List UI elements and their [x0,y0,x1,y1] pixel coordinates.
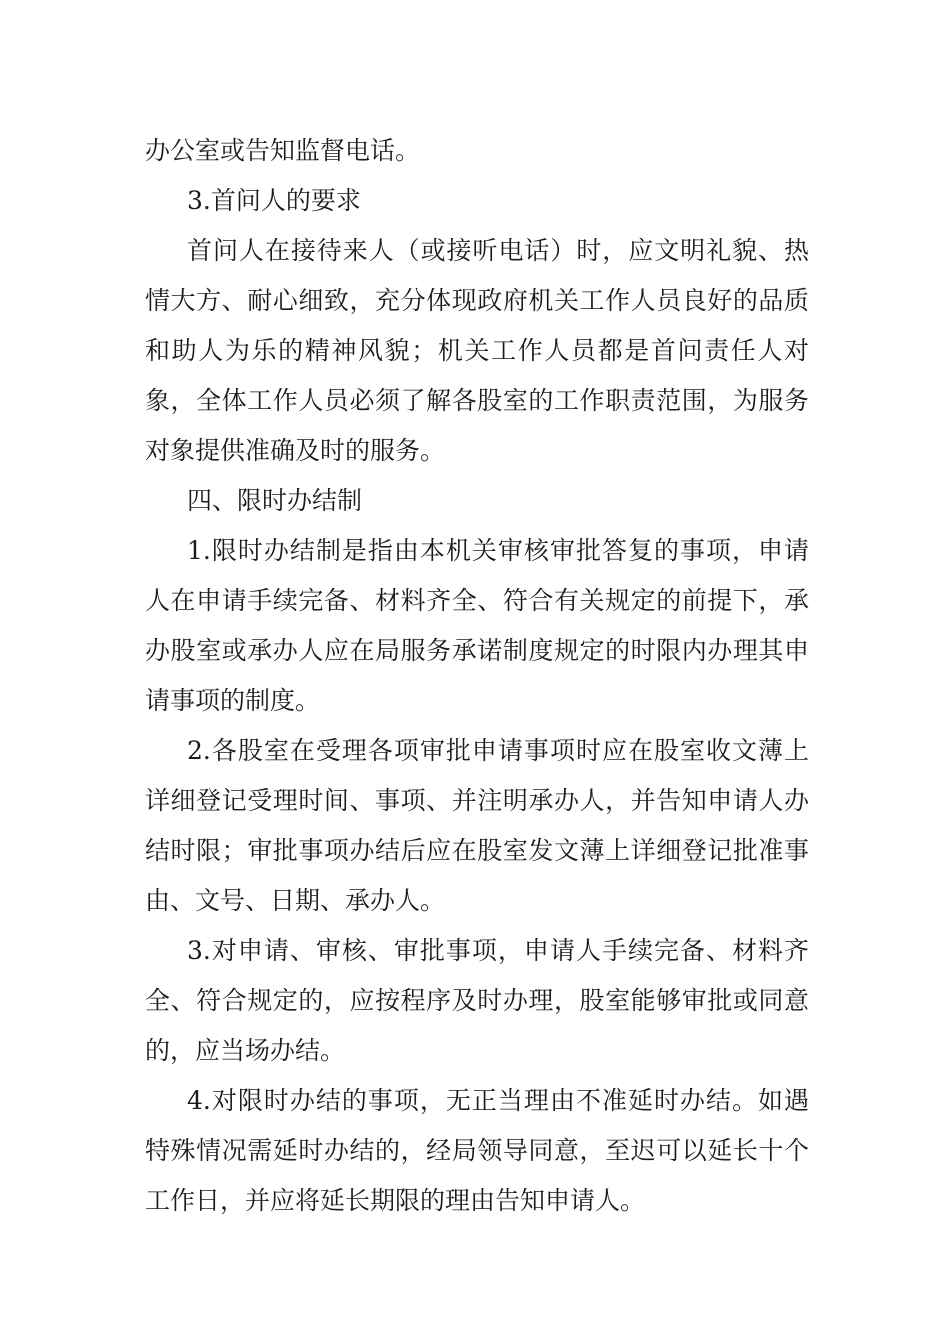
paragraph-first-inquirer: 首问人在接待来人（或接听电话）时，应文明礼貌、热情大方、耐心细致，充分体现政府机关工作人员良好的品质和助人为乐的精神风貌；机关工作人员都是首问责任人对象，全体工作人员必须了解各股室的工作职责范围，为服务对象提供准确及时的服务。 [145,236,809,465]
paragraph-item-3: 3.对申请、审核、审批事项，申请人手续完备、材料齐全、符合规定的，应按程序及时办理，股室能够审批或同意的，应当场办结。 [145,936,809,1065]
paragraph-item-4: 4.对限时办结的事项，无正当理由不准延时办结。如遇特殊情况需延时办结的，经局领导同意，至迟可以延长十个工作日，并应将延长期限的理由告知申请人。 [145,1086,809,1215]
heading-first-inquirer-requirements: 3.首问人的要求 [187,186,361,215]
paragraph-item-1: 1.限时办结制是指由本机关审核审批答复的事项，申请人在申请手续完备、材料齐全、符合有关规定的前提下，承办股室或承办人应在局服务承诺制度规定的时限内办理其申请事项的制度。 [145,536,809,715]
document-body [145,126,809,1226]
section-heading-time-limit: 四、限时办结制 [187,486,363,515]
paragraph-continuation: 办公室或告知监督电话。 [145,136,421,165]
paragraph-item-2: 2.各股室在受理各项审批申请事项时应在股室收文薄上详细登记受理时间、事项、并注明承办人，并告知申请人办结时限；审批事项办结后应在股室发文薄上详细登记批准事由、文号、日期、承办人。 [145,736,809,915]
